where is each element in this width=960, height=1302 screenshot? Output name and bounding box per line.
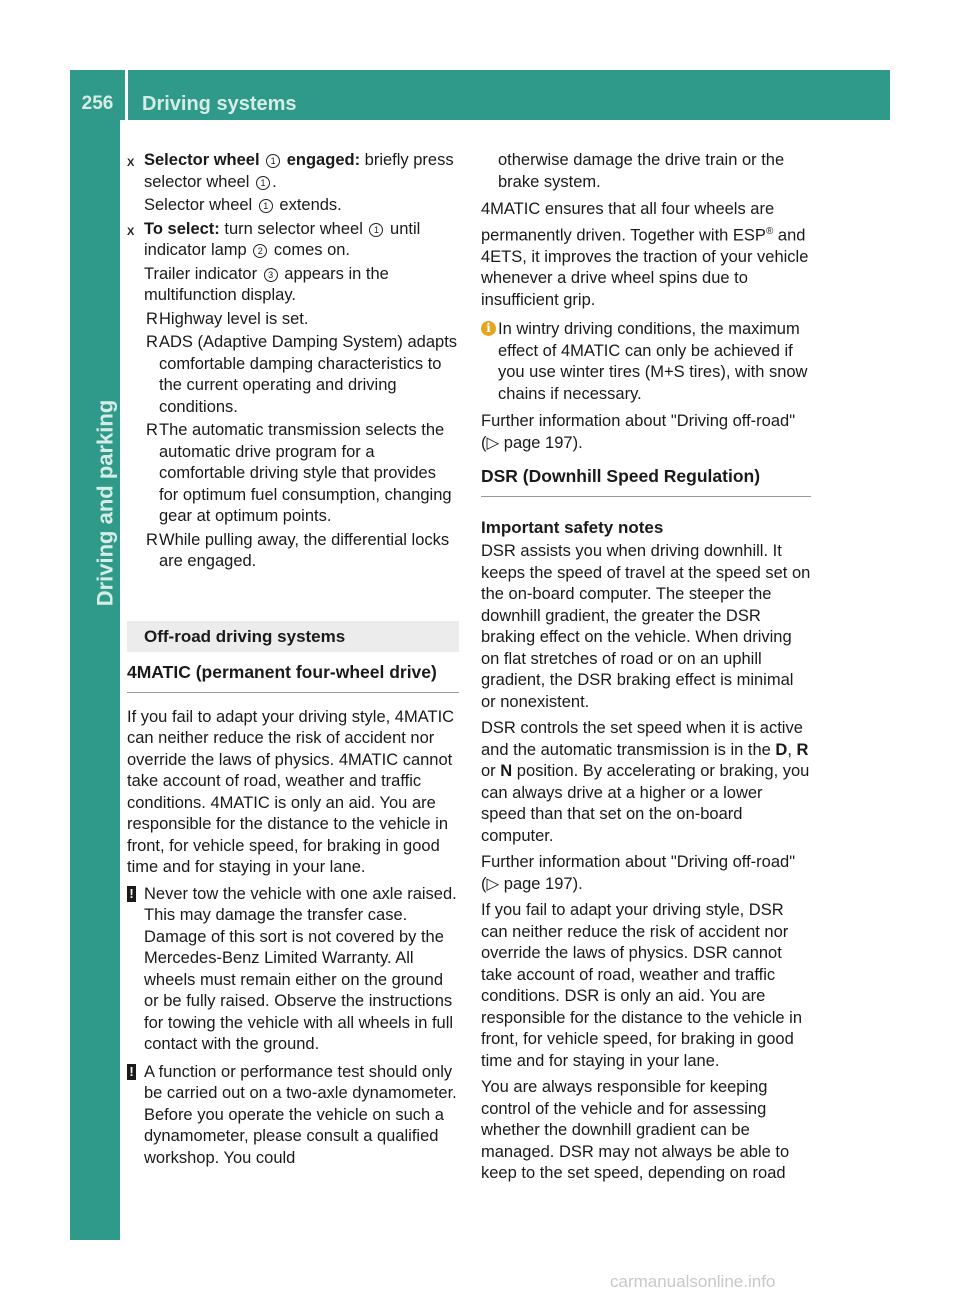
warning-continuation: otherwise damage the drive train or the brake system. xyxy=(498,151,785,191)
list-item xyxy=(127,530,459,573)
paragraph-text: 4MATIC ensures that all four wheels are permanently driven. Together with ESP xyxy=(481,200,775,244)
list-item-text: ADS (Adaptive Damping System) adapts comfortable damping characteristics to the current operating and driving conditions. xyxy=(159,333,458,416)
bullet-icon: R xyxy=(146,421,158,439)
warning-icon: ! xyxy=(127,886,136,902)
step-result xyxy=(127,264,459,307)
fourmatic-heading: 4MATIC (permanent four-wheel drive) xyxy=(127,662,459,693)
callout-1: 1 xyxy=(369,223,383,237)
paragraph-comma: , xyxy=(787,740,792,759)
fourmatic-paragraph-2 xyxy=(481,199,811,311)
paragraph-text: DSR controls the set speed when it is active and the automatic transmission is in the xyxy=(481,719,803,759)
watermark: carmanualsonline.info xyxy=(610,1272,776,1291)
dsr-paragraph-1: DSR assists you when driving downhill. It keeps the speed of travel at the speed set on the on-board computer. The steeper the downhill gradient, the greater the DSR braking effect on the vehicle. When driving on flat stretches of road or on an uphill gradient, the DSR braking effect is minimal or nonexistent. xyxy=(481,542,811,711)
step-bold-label: To select: xyxy=(144,219,220,238)
step-bold-label-2: engaged: xyxy=(282,151,361,169)
step-text-end: comes on. xyxy=(269,241,351,259)
page-number: 256 xyxy=(81,93,114,114)
step-to-select xyxy=(127,219,459,262)
left-column xyxy=(127,150,459,1175)
dsr-paragraph-2 xyxy=(481,718,811,847)
warning-icon: ! xyxy=(127,1064,136,1080)
dsr-paragraph-3: If you fail to adapt your driving style, DSR can neither reduce the risk of accident nor override the laws of physics. DSR cannot take account of road, weather and traffic conditions. DSR is only an aid. You are responsible for the distance to the vehicle in front, for vehicle speed, for braking in good time and for staying in your lane. xyxy=(481,901,803,1070)
warning-note xyxy=(127,884,459,1056)
further-info-link[interactable]: Further information about "Driving off-road" (▷ page 197). xyxy=(481,412,796,452)
bullet-icon: R xyxy=(146,309,158,328)
warning-note xyxy=(127,1062,459,1170)
callout-1: 1 xyxy=(266,154,280,168)
list-item-text: The automatic transmission selects the automatic drive program for a comfortable driving style that provides for optimum fuel consumption, changing gear at optimum points. xyxy=(159,421,452,525)
dsr-paragraph-4: You are always responsible for keeping control of the vehicle and for assessing whether the downhill gradient can be managed. DSR may not always be able to keep to the set speed, depending on road xyxy=(481,1078,790,1182)
gear-r: R xyxy=(796,740,809,759)
warning-text: A function or performance test should only be carried out on a two-axle dynamometer. Before you operate the vehicle on such a dynamometer, please consult a qualified workshop. You could xyxy=(144,1062,457,1167)
callout-2: 2 xyxy=(253,244,267,258)
gear-n: N xyxy=(500,762,513,780)
gear-d: D xyxy=(775,740,788,759)
callout-1: 1 xyxy=(259,199,273,213)
page-header xyxy=(70,70,890,120)
fourmatic-paragraph: If you fail to adapt your driving style, 4MATIC can neither reduce the risk of accident nor override the laws of physics. 4MATIC cannot take account of road, weather and traffic conditions. 4MATIC is only an aid. You are responsible for the distance to the vehicle in front, for vehicle speed, for braking in good time and for staying in your lane. xyxy=(127,707,455,876)
info-icon: i xyxy=(481,321,496,336)
list-item-text: While pulling away, the differential locks are engaged. xyxy=(159,530,450,570)
step-bold-label: Selector wheel xyxy=(144,151,265,169)
callout-1: 1 xyxy=(256,176,270,190)
paragraph-text-end: position. By accelerating or braking, you can always drive at a higher or a lower speed than that set on the on-board computer. xyxy=(481,762,810,845)
bullet-icon: R xyxy=(146,530,158,549)
list-item xyxy=(127,420,459,528)
info-note xyxy=(481,319,811,405)
header-divider xyxy=(125,70,128,120)
callout-3: 3 xyxy=(264,268,278,282)
step-selector-engaged xyxy=(127,150,459,193)
side-label-text: Driving and parking xyxy=(92,399,118,607)
step-arrow-icon: X xyxy=(127,157,135,169)
result-text: Selector wheel xyxy=(144,196,257,214)
side-tab xyxy=(70,120,120,1240)
step-text-mid: until indicator lamp xyxy=(144,219,421,259)
step-arrow-icon: X xyxy=(127,225,135,238)
registered-mark: ® xyxy=(765,225,774,237)
result-text: Trailer indicator xyxy=(144,264,262,283)
list-item-text: Highway level is set. xyxy=(159,309,309,328)
offroad-heading: Off-road driving systems xyxy=(127,621,459,653)
step-text: turn selector wheel xyxy=(219,219,368,238)
right-column xyxy=(481,150,811,1190)
step-text-end: . xyxy=(272,172,277,191)
dsr-heading: DSR (Downhill Speed Regulation) xyxy=(481,466,811,497)
paragraph-or: or xyxy=(481,762,501,780)
section-title: Driving systems xyxy=(142,93,297,115)
further-info-link[interactable]: Further information about "Driving off-road" (▷ page 197). xyxy=(481,853,796,893)
list-item xyxy=(127,332,459,418)
paragraph-text-end: and 4ETS, it improves the traction of your vehicle whenever a drive wheel spins due to insufficient grip. xyxy=(481,226,809,309)
list-item xyxy=(127,309,459,331)
info-text: In wintry driving conditions, the maximum effect of 4MATIC can only be achieved if you use winter tires (M+S tires), with snow chains if necessary. xyxy=(498,320,808,403)
step-result xyxy=(127,195,459,217)
bullet-icon: R xyxy=(146,333,158,351)
result-text-end: appears in the multifunction display. xyxy=(144,264,389,304)
safety-heading: Important safety notes xyxy=(481,517,664,537)
step-text: briefly press selector wheel xyxy=(144,151,454,191)
result-text-end: extends. xyxy=(274,196,342,214)
warning-text: Never tow the vehicle with one axle raised. This may damage the transfer case. Damage of this sort is not covered by the Mercedes-Benz Limited Warranty. All wheels must remain either on the ground or be fully raised. Observe the instructions for towing the vehicle with all wheels in full contact with the ground. xyxy=(144,884,457,1053)
